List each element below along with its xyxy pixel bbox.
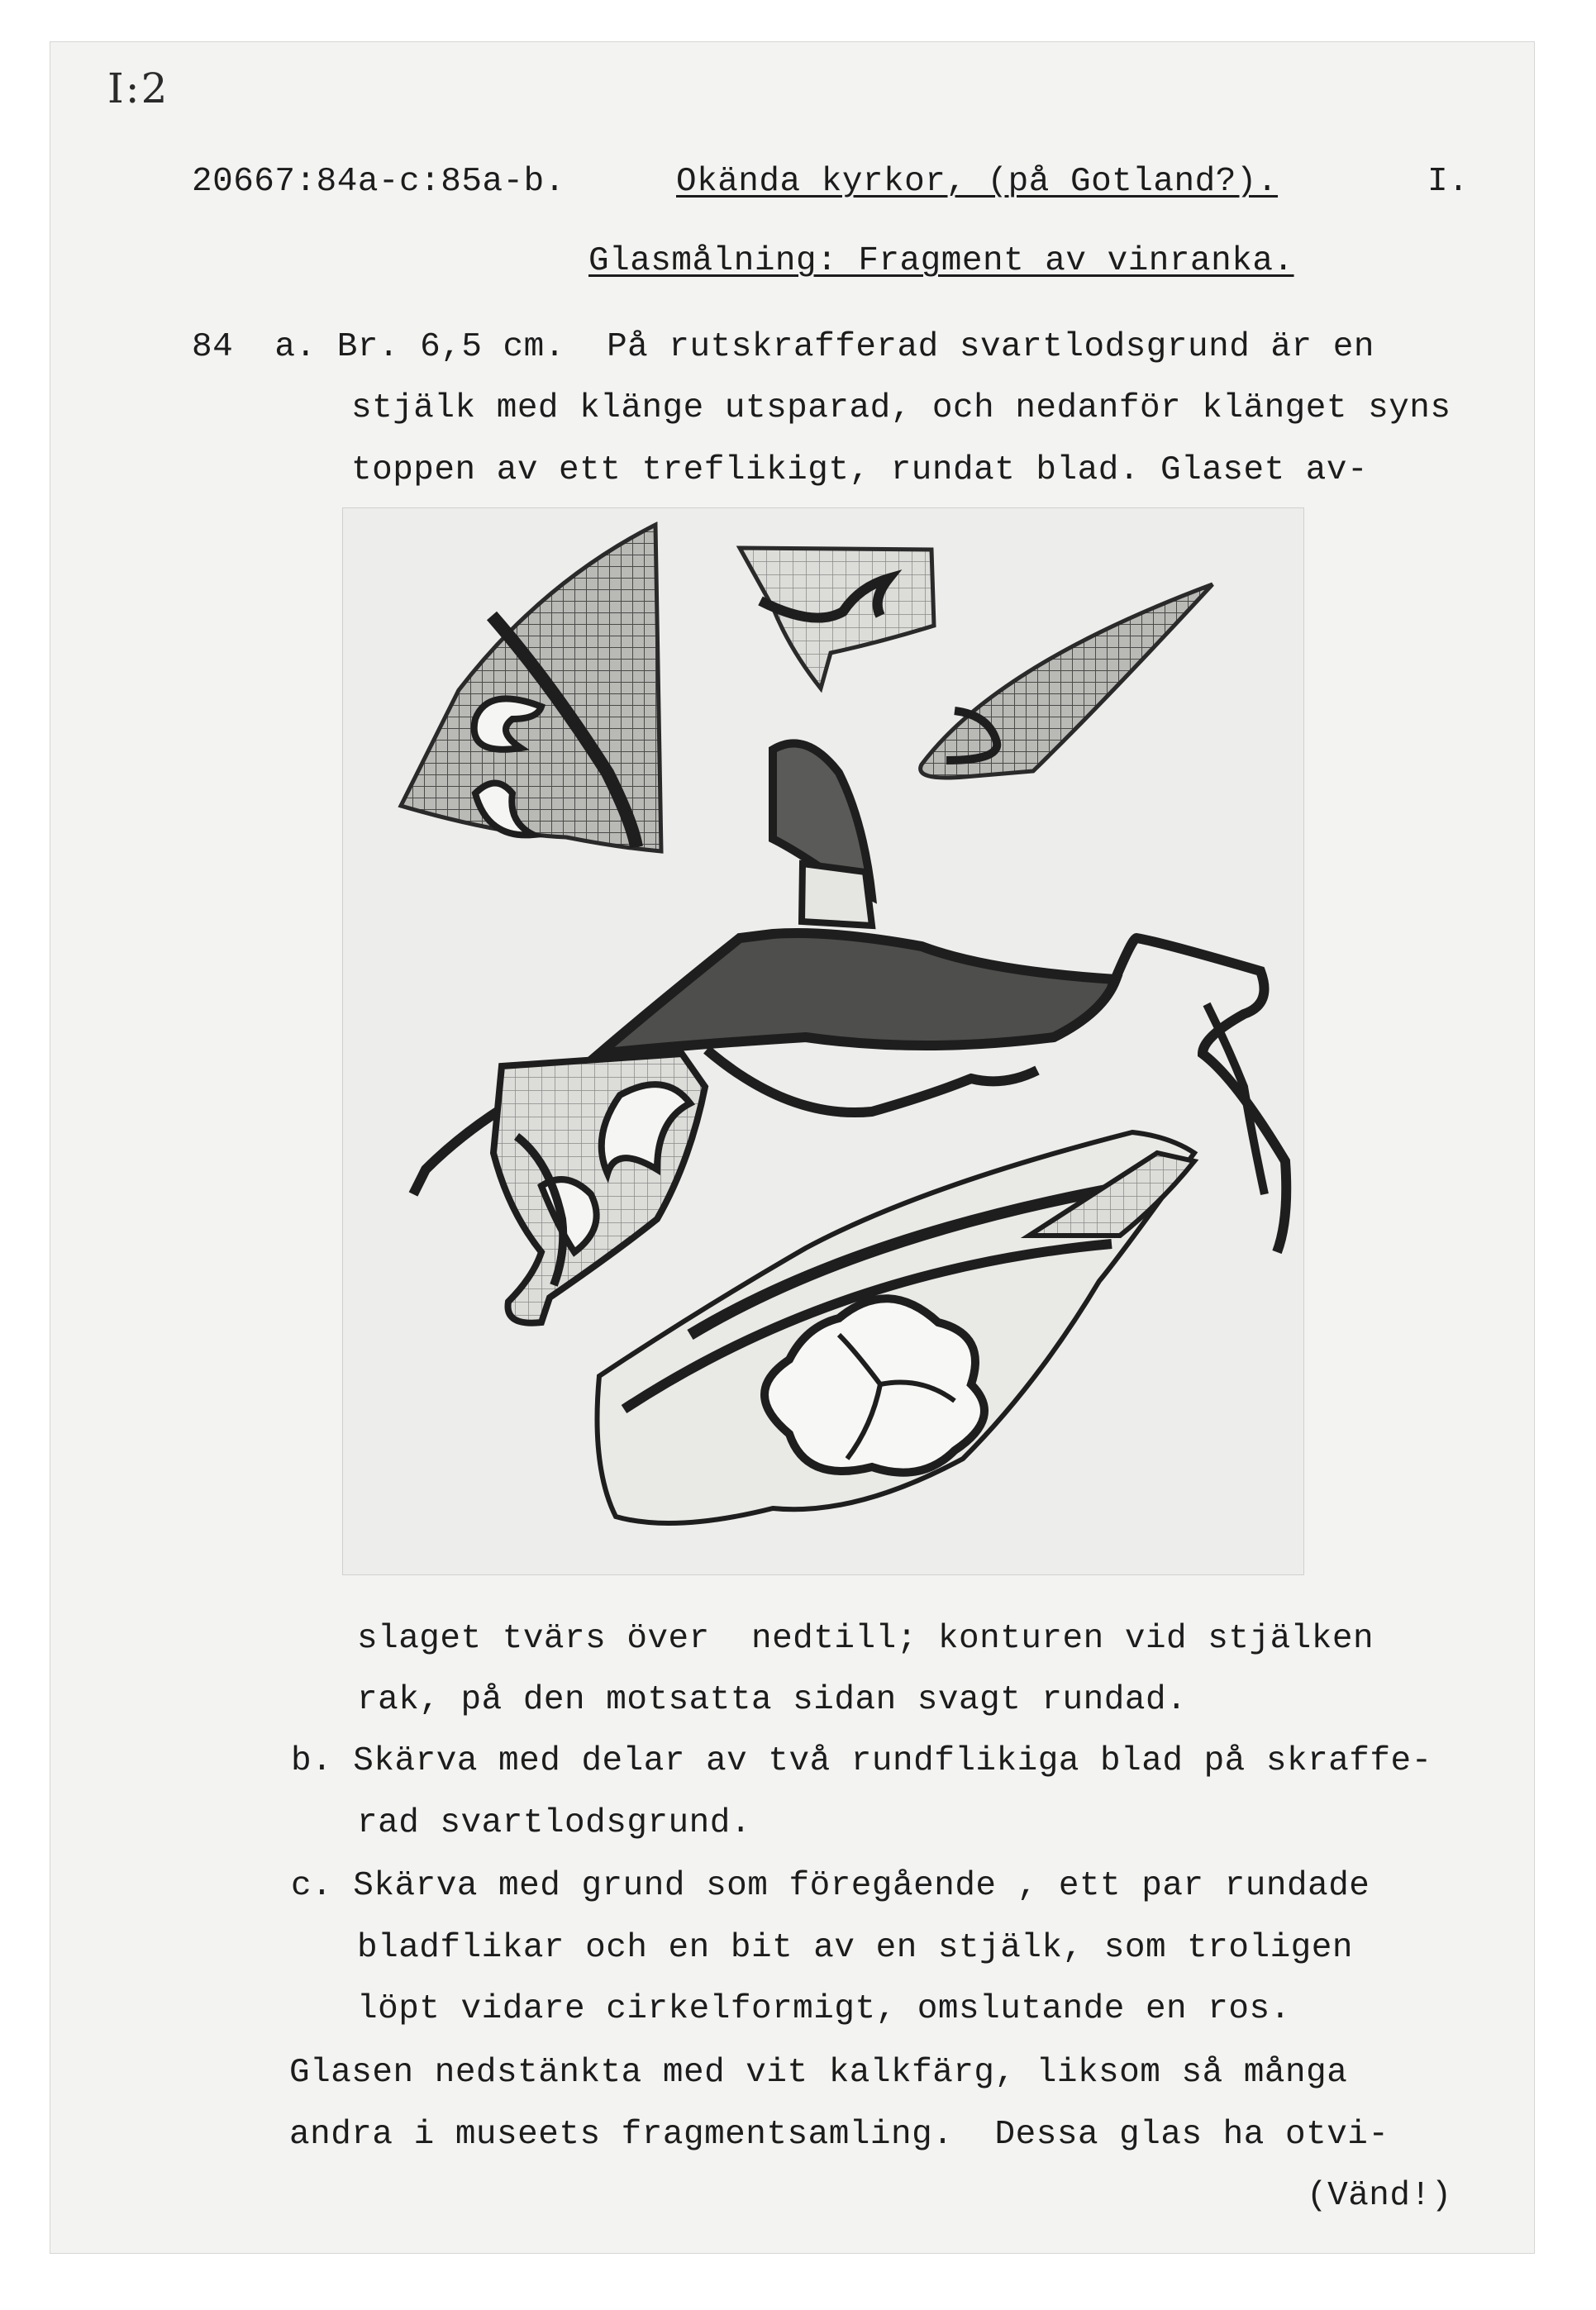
footer-note: (Vänd!) [1307, 2177, 1452, 2215]
text-line: andra i museets fragmentsamling. Dessa glas ha otvi- [289, 2116, 1389, 2154]
text-line: slaget tvärs över nedtill; konturen vid stjälken [357, 1620, 1374, 1658]
text-line: stjälk med klänge utsparad, och nedanför klänget syns [351, 389, 1451, 427]
text-line: rak, på den motsatta sidan svagt rundad. [357, 1681, 1188, 1719]
location-heading: Okända kyrkor, (på Gotland?). [676, 163, 1279, 201]
fragment-top-right [921, 584, 1212, 778]
text-line: löpt vidare cirkelformigt, omslutande en ros. [357, 1990, 1291, 2028]
text-line: rad svartlodsgrund. [357, 1804, 751, 1842]
catalog-number: 20667:84a-c:85a-b. [192, 163, 565, 201]
text-line: toppen av ett treflikigt, rundat blad. Glaset av- [351, 451, 1369, 489]
text-line: Glasen nedstänkta med vit kalkfärg, liksom så många [289, 2054, 1348, 2092]
text-line: bladflikar och en bit av en stjälk, som troligen [357, 1929, 1353, 1967]
text-line: 84 a. Br. 6,5 cm. På rutskrafferad svartlodsgrund är en [192, 328, 1374, 366]
fragment-top-left [401, 525, 661, 851]
handwritten-mark: I:2 [107, 64, 169, 112]
photo-glass-fragments [342, 507, 1304, 1575]
text-line: c. Skärva med grund som föregående , ett par rundade [291, 1867, 1370, 1905]
volume-number: I. [1427, 163, 1470, 201]
subtitle: Glasmålning: Fragment av vinranka. [588, 242, 1294, 280]
text-line: b. Skärva med delar av två rundflikiga blad på skraffe- [291, 1742, 1432, 1780]
fragment-bottom-right [598, 1132, 1195, 1523]
fragment-middle-left [493, 1054, 705, 1323]
fragment-top-middle [740, 548, 934, 688]
